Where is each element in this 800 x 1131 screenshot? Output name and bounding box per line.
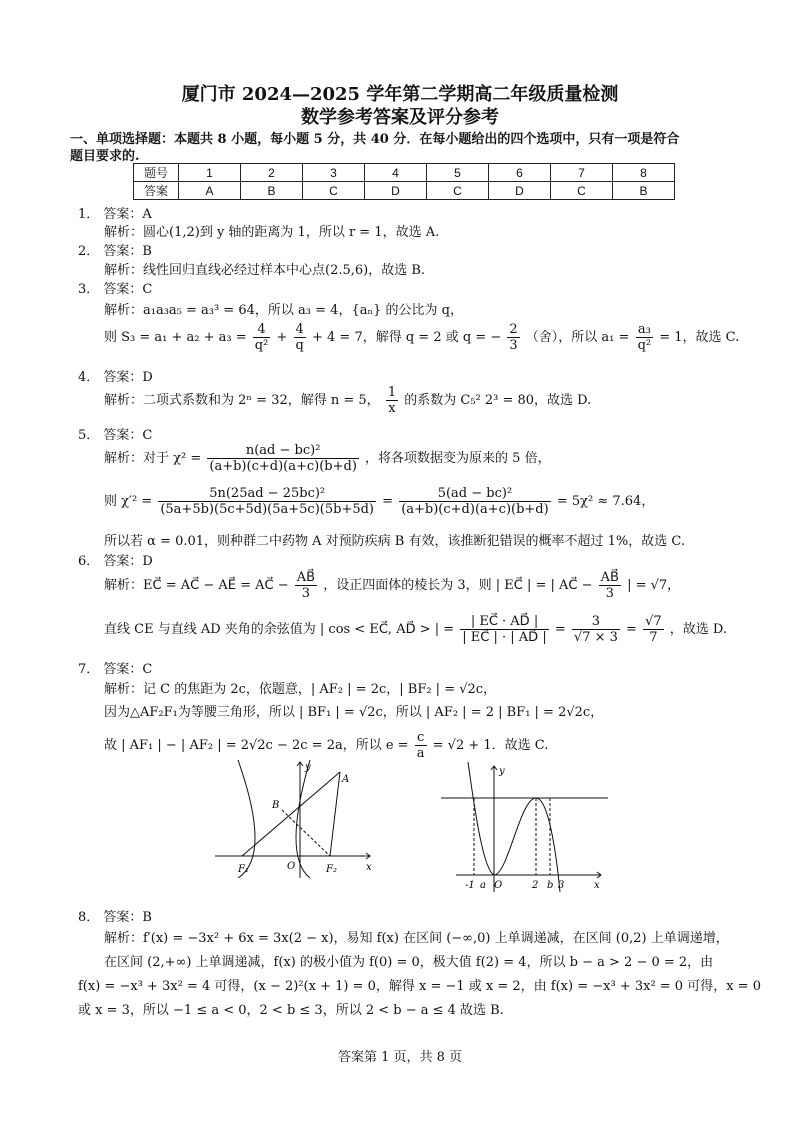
q7-answer: 7． 答案：C [78,662,153,677]
q7-text-a: 故 | AF₁ | − | AF₂ | = 2√2c − 2c = 2a，所以 e = [104,738,409,753]
q5-text-c: 则 χ′² = [104,494,153,509]
q5-analysis-line2 [104,486,654,517]
table-cell: 8 [613,164,675,182]
section1-heading: 一、单项选择题：本题共 8 小题，每小题 5 分，共 40 分．在每小题给出的四个选项中，只有一项是符合 [70,132,680,147]
table-cell: 答案 [134,182,179,200]
table-row [134,182,675,200]
q5-analysis-line3: 所以若 α = 0.01，则种群二中药物 A 对预防疾病 B 有效，该推断犯错误的概率不超过 1%，故选 C. [104,534,685,549]
page-subtitle: 数学参考答案及评分参考 [301,107,499,128]
q6-text-f: = [626,622,637,637]
table-cell: D [489,182,551,200]
q3-text-d: （舍），所以 a₁ = [525,330,630,345]
fraction [158,486,376,517]
denominator: | EC⃗ | · | AD⃗ | [462,630,547,645]
q5-analysis-line1 [104,443,551,474]
page-title: 厦门市 2024—2025 学年第二学期高二年级质量检测 [181,84,619,105]
fig1-label-a: A [342,774,350,785]
denominator: x [388,401,396,416]
q6-text-a: 解析：EC⃗ = AC⃗ − AE⃗ = AC⃗ − [104,578,289,593]
fig2-label-o: O [494,880,503,891]
line-f2-a [330,772,340,856]
answer-table [133,163,675,200]
q6-answer: 6． 答案：D [78,554,153,569]
q1-analysis: 解析：圆心(1,2)到 y 轴的距离为 1，所以 r = 1，故选 A. [104,225,440,240]
fraction [386,385,398,416]
table-cell: 7 [551,164,613,182]
line-b-f2 [282,810,330,856]
numerator: | EC⃗ · AD⃗ | [460,614,548,630]
q1-answer: 1． 答案：A [78,207,152,222]
denominator: 3 [509,338,518,353]
denominator: q² [254,338,269,353]
fraction [599,570,621,601]
numerator: c [415,730,427,746]
q6-text-g: ，故选 D. [669,622,728,637]
table-cell: C [427,182,489,200]
denominator: q² [637,338,652,353]
numerator: 1 [387,385,397,400]
table-cell: B [241,182,303,200]
fraction [460,614,548,645]
table-cell: 1 [179,164,241,182]
q5-text-a: 解析：对于 χ² = [104,451,202,466]
denominator: q [295,338,304,353]
numerator: AB⃗ [600,570,619,585]
fig1-label-o: O [287,861,296,872]
fraction [294,322,306,353]
fraction [295,570,317,601]
q3-analysis-line1: 解析：a₁a₃a₅ = a₃³ = 64，所以 a₃ = 4，{aₙ} 的公比为 q， [104,303,463,318]
q4-text-a: 解析：二项式系数和为 2ⁿ = 32，解得 n = 5， [104,393,380,408]
cubic-curve [468,762,560,892]
cubic-figure [436,760,616,894]
q8-analysis-line1: 解析：f′(x) = −3x² + 6x = 3x(2 − x)，易知 f(x) 在区间 (−∞,0) 上单调递减，在区间 (0,2) 上单调递增， [104,931,729,946]
table-cell: C [551,182,613,200]
fig1-label-f1: F₁ [238,864,249,875]
fig1-label-y: y [305,762,311,773]
table-cell: B [613,182,675,200]
q8-analysis-line3: f(x) = −x³ + 3x² = 4 可得，(x − 2)²(x + 1) = 0，解得 x = −1 或 x = 2，由 f(x) = −x³ + 3x² = 0 可得，x = 0 [78,979,761,994]
q5-text-d: = [382,494,394,509]
q4-text-b: 的系数为 C₅² 2³ = 80，故选 D. [404,393,592,408]
table-cell: 4 [365,164,427,182]
fig2-label-x: x [594,880,600,891]
q7-analysis-line1: 解析：记 C 的焦距为 2c，依题意，| AF₂ | = 2c，| BF₂ | = √2c， [104,682,497,697]
numerator: 5n(25ad − 25bc)² [158,486,376,502]
table-cell: D [365,182,427,200]
numerator: AB⃗ [296,570,316,585]
numerator: n(ad − bc)² [207,443,359,459]
fraction [207,443,359,474]
q3-text-e: = 1，故选 C. [659,330,740,345]
denominator: (5a+5b)(5c+5d)(5a+5c)(5b+5d) [160,502,375,517]
denominator: 3 [605,586,614,601]
q3-text-c: + 4 = 7，解得 q = 2 或 q = − [311,330,502,345]
table-cell: 5 [427,164,489,182]
numerator: 4 [294,322,306,338]
q8-analysis-line2: 在区间 (2,+∞) 上单调递减，f(x) 的极小值为 f(0) = 0，极大值 f(2) = 4，所以 b − a > 2 − 0 = 2，由 [104,955,714,970]
fraction [572,614,620,645]
q4-analysis [104,385,591,416]
q6-analysis-line2 [104,614,727,645]
denominator: √7 × 3 [573,630,618,645]
fig2-label-2: 2 [532,880,539,891]
fig1-label-f2: F₂ [326,864,337,875]
q6-analysis-line1 [104,570,680,601]
q2-analysis: 解析：线性回归直线必经过样本中心点(2.5,6)，故选 B. [104,263,426,278]
fig2-label-3: 3 [558,880,565,891]
q3-answer: 3． 答案：C [78,282,153,297]
fig2-label-m1: -1 [465,880,475,891]
q5-text-e: = 5χ² ≈ 7.64， [556,494,655,509]
fig1-label-b: B [272,800,280,811]
q5-answer: 5． 答案：C [78,428,153,443]
section1-heading-cont: 题目要求的. [70,149,140,164]
denominator: (a+b)(c+d)(a+c)(b+d) [401,502,549,517]
q3-text-a: 则 S₃ = a₁ + a₂ + a₃ = [104,330,247,345]
fig1-label-x: x [366,862,372,873]
fraction [507,322,519,353]
table-cell: 2 [241,164,303,182]
numerator: √7 [645,614,662,629]
fig2-label-b: b [547,880,554,891]
q7-text-b: = √2 + 1．故选 C. [432,738,549,753]
page-number: 答案第 1 页，共 8 页 [337,1050,463,1065]
q3-analysis-line2 [104,322,739,353]
denominator: 3 [301,586,311,601]
denominator: a [416,746,425,761]
hyperbola-right-branch [296,760,310,878]
q5-text-b: ，将各项数据变为原来的 5 倍， [365,451,551,466]
hyperbola-figure [210,758,380,880]
denominator: (a+b)(c+d)(a+c)(b+d) [209,459,357,474]
table-cell: 3 [303,164,365,182]
q6-text-e: = [554,622,566,637]
table-row [134,164,675,182]
q4-answer: 4． 答案：D [78,370,153,385]
fraction [636,322,654,353]
line-f1-a [242,772,340,856]
q3-text-b: + [276,330,288,345]
fraction [415,730,427,761]
q6-text-d: 直线 CE 与直线 AD 夹角的余弦值为 | cos < EC⃗, AD⃗ > | = [104,622,455,637]
fraction [399,486,551,517]
numerator: 3 [572,614,620,630]
denominator: 7 [649,630,658,645]
q8-answer: 8． 答案：B [78,910,152,925]
fig2-label-a: a [480,880,486,891]
hyperbola-left-branch [238,760,255,878]
table-cell: C [303,182,365,200]
numerator: a₃ [636,322,654,338]
q7-analysis-line3 [104,730,548,761]
numerator: 4 [253,322,271,338]
q7-analysis-line2: 因为△AF₂F₁为等腰三角形，所以 | BF₁ | = √2c，所以 | AF₂ | = 2 | BF₁ | = 2√2c， [104,705,604,720]
fig2-label-y: y [499,766,505,777]
table-cell: 6 [489,164,551,182]
q8-analysis-line4: 或 x = 3，所以 −1 ≤ a < 0，2 < b ≤ 3，所以 2 < b − a ≤ 4 故选 B. [78,1003,504,1018]
table-cell: A [179,182,241,200]
table-cell: 题号 [134,164,179,182]
q6-text-c: | = √7， [627,578,681,593]
numerator: 5(ad − bc)² [399,486,551,502]
fraction [643,614,664,645]
q2-answer: 2． 答案：B [78,244,152,259]
fraction [253,322,271,353]
numerator: 2 [509,322,518,337]
q6-text-b: ，设正四面体的棱长为 3，则 | EC⃗ | = | AC⃗ − [323,578,593,593]
